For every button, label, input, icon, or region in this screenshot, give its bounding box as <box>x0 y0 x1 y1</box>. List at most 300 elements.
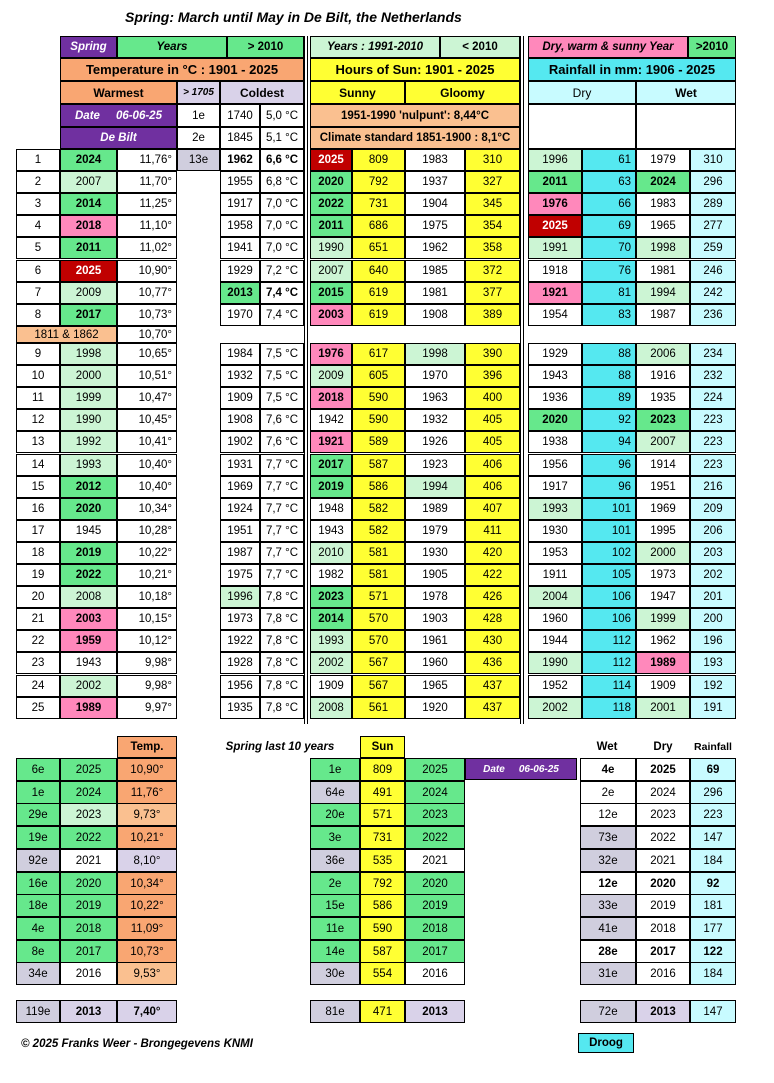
rain-year: 2019 <box>636 894 690 917</box>
rank-cell: 19 <box>16 564 60 586</box>
cold-year: 1935 <box>220 697 260 719</box>
temp-value: 9,73° <box>117 803 177 826</box>
gloomy-year: 1961 <box>405 630 465 652</box>
warm-year: 1998 <box>60 343 117 365</box>
warm-value: 10,21° <box>117 564 177 586</box>
sun-year: 2025 <box>405 758 465 781</box>
gloomy-year: 1930 <box>405 542 465 564</box>
gloomy-hours: 354 <box>465 215 520 237</box>
gloomy-hours: 422 <box>465 564 520 586</box>
wet-mm: 223 <box>690 454 736 476</box>
warm-year: 2007 <box>60 171 117 193</box>
gloomy-hours: 405 <box>465 409 520 431</box>
cold-value: 7,7 °C <box>260 542 304 564</box>
gloomy-year: 1905 <box>405 564 465 586</box>
temp-year-2013: 2013 <box>60 1000 117 1023</box>
dry-year: 1943 <box>528 365 582 387</box>
wet-year: 1981 <box>636 260 690 282</box>
cold-year: 1955 <box>220 171 260 193</box>
sun-year: 2021 <box>405 849 465 872</box>
dry-mm: 96 <box>582 476 636 498</box>
cold-year: 1928 <box>220 652 260 674</box>
dry-mm: 102 <box>582 542 636 564</box>
cold-value: 7,6 °C <box>260 409 304 431</box>
gloomy-hours: 327 <box>465 171 520 193</box>
gloomy-year: 1932 <box>405 409 465 431</box>
sun-rank: 11e <box>310 917 360 940</box>
cold-value: 7,7 °C <box>260 520 304 542</box>
rain-rank: 41e <box>580 917 636 940</box>
cold-year: 1984 <box>220 343 260 365</box>
dry-header: Dry <box>528 81 636 104</box>
gloomy-hours: 400 <box>465 387 520 409</box>
wet-mm: 196 <box>690 630 736 652</box>
temp-year: 2021 <box>60 849 117 872</box>
dry-mm: 69 <box>582 215 636 237</box>
gt2010-rain-label: >2010 <box>688 36 736 58</box>
dry-mm: 106 <box>582 586 636 608</box>
warm-year: 1959 <box>60 630 117 652</box>
date-value-b: 06-06-25 <box>518 763 559 775</box>
coldest-rank-2: 2e <box>177 127 220 149</box>
temp-rank: 4e <box>16 917 60 940</box>
dry-year: 1921 <box>528 282 582 304</box>
temp-rank: 1e <box>16 781 60 804</box>
footer-credit: © 2025 Franks Weer - Brongegevens KNMI <box>21 1038 253 1050</box>
temp-rank: 34e <box>16 962 60 985</box>
temp-rank: 8e <box>16 940 60 963</box>
warm-value: 10,77° <box>117 282 177 304</box>
gloomy-year: 1983 <box>405 149 465 171</box>
wet-mm: 277 <box>690 215 736 237</box>
sunny-hours: 567 <box>352 652 405 674</box>
cold-year: 1951 <box>220 520 260 542</box>
cold-value: 6,8 °C <box>260 171 304 193</box>
wet-year: 1998 <box>636 237 690 259</box>
gloomy-hours: 420 <box>465 542 520 564</box>
wet-year: 1995 <box>636 520 690 542</box>
dry-year: 1917 <box>528 476 582 498</box>
sunny-hours: 581 <box>352 542 405 564</box>
gloomy-hours: 372 <box>465 260 520 282</box>
dry-mm: 61 <box>582 149 636 171</box>
sun-hours-2013: 471 <box>360 1000 405 1023</box>
dry-mm: 101 <box>582 498 636 520</box>
sunny-hours: 619 <box>352 304 405 326</box>
gloomy-hours: 430 <box>465 630 520 652</box>
gloomy-year: 1963 <box>405 387 465 409</box>
warm-year: 2011 <box>60 237 117 259</box>
dry-mm: 89 <box>582 387 636 409</box>
dry-year: 1953 <box>528 542 582 564</box>
rain-rank: 4e <box>580 758 636 781</box>
warm-value: 10,40° <box>117 454 177 476</box>
rank-13e: 13e <box>177 149 220 171</box>
warm-value: 10,73° <box>117 304 177 326</box>
sun-year: 2016 <box>405 962 465 985</box>
sunny-hours: 587 <box>352 454 405 476</box>
warm-year: 1999 <box>60 387 117 409</box>
sunny-hours: 686 <box>352 215 405 237</box>
rain-rank: 2e <box>580 781 636 804</box>
wet-year: 1999 <box>636 608 690 630</box>
warm-value: 11,70° <box>117 171 177 193</box>
lt2010-label: < 2010 <box>440 36 520 58</box>
blank-dry <box>528 104 636 149</box>
rain-year: 2024 <box>636 781 690 804</box>
wet-mm: 310 <box>690 149 736 171</box>
wet-mm: 192 <box>690 675 736 697</box>
rank-cell: 2 <box>16 171 60 193</box>
rain-mm: 177 <box>690 917 736 940</box>
gloomy-year: 1926 <box>405 431 465 453</box>
rank-cell: 8 <box>16 304 60 326</box>
gt1705-header: > 1705 <box>177 81 220 104</box>
sun-year: 2020 <box>405 872 465 895</box>
coldest-year-1: 1740 <box>220 104 260 127</box>
sunny-year: 2011 <box>310 215 352 237</box>
divider <box>307 36 308 724</box>
rain-mm: 296 <box>690 781 736 804</box>
temp-rank-2013: 119e <box>16 1000 60 1023</box>
gloomy-year: 1998 <box>405 343 465 365</box>
gloomy-hours: 411 <box>465 520 520 542</box>
warm-value: 10,41° <box>117 431 177 453</box>
dry-mm: 118 <box>582 697 636 719</box>
wet-year: 2023 <box>636 409 690 431</box>
sun-rank: 30e <box>310 962 360 985</box>
sun-title: Hours of Sun: 1901 - 2025 <box>310 58 520 81</box>
nulpunt-note: 1951-1990 'nulpunt': 8,44°C <box>310 104 520 127</box>
dry-mm: 83 <box>582 304 636 326</box>
wet-mm: 236 <box>690 304 736 326</box>
sun-hours: 809 <box>360 758 405 781</box>
sunny-hours: 605 <box>352 365 405 387</box>
years-label: Years <box>117 36 227 58</box>
rank-cell: 3 <box>16 193 60 215</box>
rain-rank: 28e <box>580 940 636 963</box>
sunny-year: 2020 <box>310 171 352 193</box>
gloomy-year: 1981 <box>405 282 465 304</box>
cold-year: 1902 <box>220 431 260 453</box>
sun-hours: 535 <box>360 849 405 872</box>
temp-year: 2016 <box>60 962 117 985</box>
wet-mm: 206 <box>690 520 736 542</box>
cold-value: 7,8 °C <box>260 652 304 674</box>
sunny-year: 2007 <box>310 260 352 282</box>
wet-mm: 234 <box>690 343 736 365</box>
warm-value: 9,98° <box>117 652 177 674</box>
sunny-year: 1990 <box>310 237 352 259</box>
dry-year: 1960 <box>528 608 582 630</box>
blank-wet <box>636 104 736 149</box>
warm-year: 2009 <box>60 282 117 304</box>
gloomy-hours: 396 <box>465 365 520 387</box>
sunny-year: 2015 <box>310 282 352 304</box>
date-box <box>60 104 177 127</box>
page-title: Spring: March until May in De Bilt, the Netherlands <box>125 9 462 25</box>
dry-year: 1954 <box>528 304 582 326</box>
warm-year: 2002 <box>60 675 117 697</box>
cold-year: 1929 <box>220 260 260 282</box>
dry-year: 1993 <box>528 498 582 520</box>
wet-year: 1914 <box>636 454 690 476</box>
sunny-year: 1909 <box>310 675 352 697</box>
cold-year: 1970 <box>220 304 260 326</box>
rank-cell: 13 <box>16 431 60 453</box>
rank-cell: 16 <box>16 498 60 520</box>
temp-value: 10,34° <box>117 872 177 895</box>
temp-year: 2025 <box>60 758 117 781</box>
sun-year: 2024 <box>405 781 465 804</box>
warmest-header: Warmest <box>60 81 177 104</box>
dry-year: 1952 <box>528 675 582 697</box>
rain-mm-2013: 147 <box>690 1000 736 1023</box>
sun-rank: 14e <box>310 940 360 963</box>
sunny-hours: 792 <box>352 171 405 193</box>
warm-value: 10,40° <box>117 476 177 498</box>
climate-note: Climate standard 1851-1900 : 8,1°C <box>310 127 520 149</box>
cold-value: 7,0 °C <box>260 237 304 259</box>
sunny-year: 2019 <box>310 476 352 498</box>
warm-value: 9,98° <box>117 675 177 697</box>
gloomy-year: 1985 <box>405 260 465 282</box>
dry-year: 2011 <box>528 171 582 193</box>
dry-mm: 112 <box>582 652 636 674</box>
sunny-year: 2010 <box>310 542 352 564</box>
dry-year: 1990 <box>528 652 582 674</box>
wet-year: 1916 <box>636 365 690 387</box>
warm-value: 10,90° <box>117 260 177 282</box>
rainfall-title: Rainfall in mm: 1906 - 2025 <box>528 58 736 81</box>
warm-year: 2003 <box>60 608 117 630</box>
gloomy-hours: 406 <box>465 454 520 476</box>
sun-year: 2019 <box>405 894 465 917</box>
rank-cell: 22 <box>16 630 60 652</box>
rain-mm: 69 <box>690 758 736 781</box>
cold-year: 1958 <box>220 215 260 237</box>
rank-cell: 4 <box>16 215 60 237</box>
sunny-hours: 582 <box>352 520 405 542</box>
sun-hours: 587 <box>360 940 405 963</box>
gloomy-hours: 310 <box>465 149 520 171</box>
dry-mm: 66 <box>582 193 636 215</box>
cold-value: 7,8 °C <box>260 697 304 719</box>
sunny-year: 2009 <box>310 365 352 387</box>
rain-mm: 184 <box>690 962 736 985</box>
temp-value: 10,21° <box>117 826 177 849</box>
rain-year: 2021 <box>636 849 690 872</box>
cold-value: 7,8 °C <box>260 608 304 630</box>
sunny-year: 1942 <box>310 409 352 431</box>
wet-mm: 232 <box>690 365 736 387</box>
sun-rank: 3e <box>310 826 360 849</box>
gloomy-year: 1904 <box>405 193 465 215</box>
wet-year: 1979 <box>636 149 690 171</box>
cold-value: 7,5 °C <box>260 365 304 387</box>
wet-year: 1994 <box>636 282 690 304</box>
gloomy-hours: 405 <box>465 431 520 453</box>
gloomy-hours: 407 <box>465 498 520 520</box>
cold-year: 1956 <box>220 675 260 697</box>
wet-year: 1973 <box>636 564 690 586</box>
temp-value: 9,53° <box>117 962 177 985</box>
sunny-hours: 617 <box>352 343 405 365</box>
rain-mm: 181 <box>690 894 736 917</box>
sunny-hours: 589 <box>352 431 405 453</box>
dry-year: 2025 <box>528 215 582 237</box>
warm-value: 10,18° <box>117 586 177 608</box>
sunny-year: 1976 <box>310 343 352 365</box>
warm-value: 11,76° <box>117 149 177 171</box>
sunny-year: 1921 <box>310 431 352 453</box>
temp-year: 2019 <box>60 894 117 917</box>
sunny-hours: 586 <box>352 476 405 498</box>
wet-mm: 223 <box>690 409 736 431</box>
wet-year: 2001 <box>636 697 690 719</box>
dry-mm: 112 <box>582 630 636 652</box>
dry-mm: 88 <box>582 343 636 365</box>
rain-year: 2022 <box>636 826 690 849</box>
rank-cell: 18 <box>16 542 60 564</box>
gloomy-hours: 345 <box>465 193 520 215</box>
wet-year: 1965 <box>636 215 690 237</box>
wet-year: 1951 <box>636 476 690 498</box>
gloomy-year: 1975 <box>405 215 465 237</box>
gloomy-year: 1989 <box>405 498 465 520</box>
sun-hours: 590 <box>360 917 405 940</box>
wet-mm: 246 <box>690 260 736 282</box>
cold-value: 7,4 °C <box>260 282 304 304</box>
rainfall-header-b: Rainfall <box>694 741 732 753</box>
warm-value: 11,02° <box>117 237 177 259</box>
dry-mm: 114 <box>582 675 636 697</box>
years-1991-2010-label: Years : 1991-2010 <box>310 36 440 58</box>
sunny-hours: 570 <box>352 630 405 652</box>
rank-cell: 6 <box>16 260 60 282</box>
gloomy-year: 1979 <box>405 520 465 542</box>
dry-year: 1991 <box>528 237 582 259</box>
gloomy-hours: 437 <box>465 697 520 719</box>
cold-value: 7,2 °C <box>260 260 304 282</box>
sunny-year: 2023 <box>310 586 352 608</box>
cold-year: 1924 <box>220 498 260 520</box>
dry-year: 1930 <box>528 520 582 542</box>
temp-value: 10,90° <box>117 758 177 781</box>
sun-rank: 64e <box>310 781 360 804</box>
divider <box>304 36 305 724</box>
dry-year: 2020 <box>528 409 582 431</box>
sunny-hours: 731 <box>352 193 405 215</box>
wet-mm: 296 <box>690 171 736 193</box>
warm-year: 1993 <box>60 454 117 476</box>
cold-year: 1908 <box>220 409 260 431</box>
wet-mm: 203 <box>690 542 736 564</box>
wet-year: 2000 <box>636 542 690 564</box>
wet-year: 1947 <box>636 586 690 608</box>
gloomy-hours: 390 <box>465 343 520 365</box>
cold-year: 1932 <box>220 365 260 387</box>
value-1811-1862: 10,70° <box>117 326 177 343</box>
wet-year: 1989 <box>636 652 690 674</box>
spring-label: Spring <box>60 36 117 58</box>
coldest-rank-1: 1e <box>177 104 220 127</box>
rank-cell: 14 <box>16 454 60 476</box>
wet-year: 2007 <box>636 431 690 453</box>
wet-mm: 223 <box>690 431 736 453</box>
cold-year: 1996 <box>220 586 260 608</box>
cold-year: 1931 <box>220 454 260 476</box>
sunny-year: 2022 <box>310 193 352 215</box>
cold-year: 1962 <box>220 149 260 171</box>
rain-year: 2020 <box>636 872 690 895</box>
dry-year: 2002 <box>528 697 582 719</box>
warm-year: 2022 <box>60 564 117 586</box>
rank-cell: 11 <box>16 387 60 409</box>
rank-cell: 10 <box>16 365 60 387</box>
cold-value: 7,0 °C <box>260 215 304 237</box>
gloomy-year: 1908 <box>405 304 465 326</box>
gloomy-year: 1978 <box>405 586 465 608</box>
sun-hours: 554 <box>360 962 405 985</box>
wet-header: Wet <box>636 81 736 104</box>
rain-rank-2013: 72e <box>580 1000 636 1023</box>
sunny-hours: 590 <box>352 409 405 431</box>
sunny-year: 1982 <box>310 564 352 586</box>
cold-year: 1917 <box>220 193 260 215</box>
wet-year: 1962 <box>636 630 690 652</box>
rain-rank: 12e <box>580 872 636 895</box>
warm-value: 10,45° <box>117 409 177 431</box>
coldest-header: Coldest <box>220 81 304 104</box>
gt2010-label: > 2010 <box>227 36 304 58</box>
cold-value: 7,7 °C <box>260 454 304 476</box>
dry-mm: 92 <box>582 409 636 431</box>
wet-year: 1969 <box>636 498 690 520</box>
date-value: 06-06-25 <box>115 109 162 122</box>
sun-rank: 36e <box>310 849 360 872</box>
sunny-year: 2002 <box>310 652 352 674</box>
gloomy-year: 1970 <box>405 365 465 387</box>
sunny-year: 2014 <box>310 608 352 630</box>
warm-value: 10,65° <box>117 343 177 365</box>
wet-mm: 201 <box>690 586 736 608</box>
warm-year: 2008 <box>60 586 117 608</box>
rain-rank: 32e <box>580 849 636 872</box>
warm-year: 2017 <box>60 304 117 326</box>
cold-year: 1987 <box>220 542 260 564</box>
dry-warm-sunny-label: Dry, warm & sunny Year <box>528 36 688 58</box>
dry-year: 1956 <box>528 454 582 476</box>
temp-rank: 29e <box>16 803 60 826</box>
warm-value: 10,28° <box>117 520 177 542</box>
wet-mm: 216 <box>690 476 736 498</box>
sunny-year: 1948 <box>310 498 352 520</box>
rain-mm: 223 <box>690 803 736 826</box>
sunny-hours: 582 <box>352 498 405 520</box>
date-label: Date <box>75 109 100 122</box>
warm-value: 10,12° <box>117 630 177 652</box>
debilt-label: De Bilt <box>60 127 177 149</box>
warm-value: 11,10° <box>117 215 177 237</box>
dry-year: 1996 <box>528 149 582 171</box>
sunny-year: 2008 <box>310 697 352 719</box>
dry-mm: 81 <box>582 282 636 304</box>
cold-year: 1969 <box>220 476 260 498</box>
cold-year: 1975 <box>220 564 260 586</box>
warm-year: 1992 <box>60 431 117 453</box>
rain-mm: 122 <box>690 940 736 963</box>
